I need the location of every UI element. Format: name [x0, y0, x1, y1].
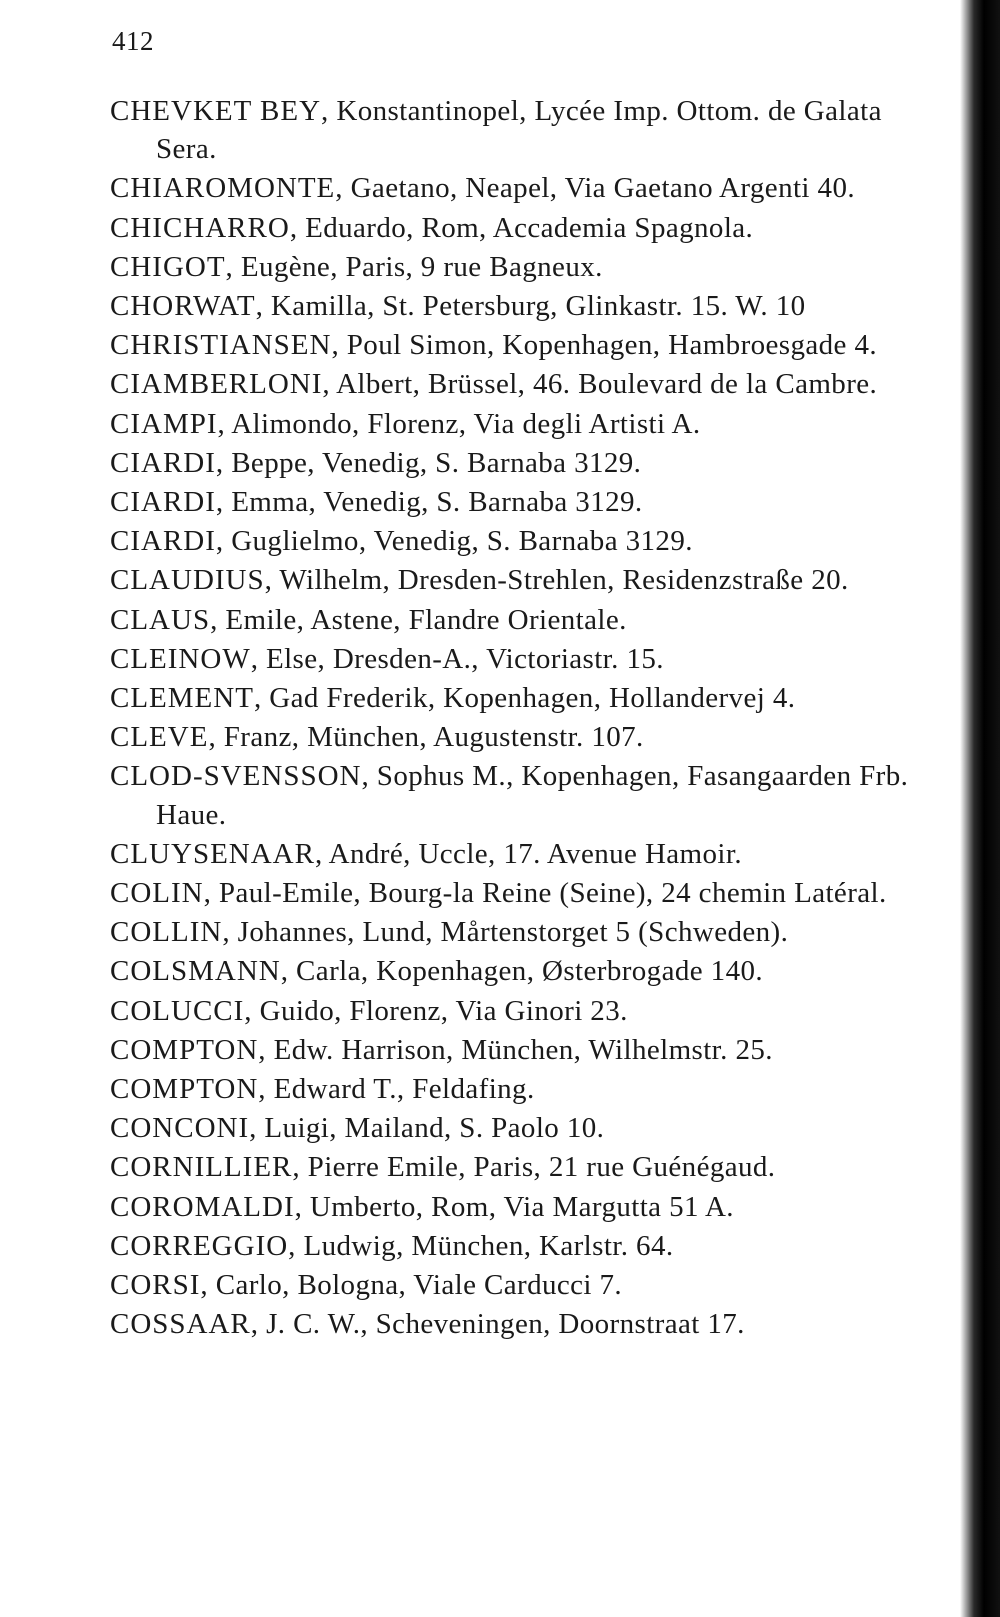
entry-surname: CLEVE — [110, 721, 209, 754]
directory-entry — [110, 1070, 910, 1108]
entry-details: , Pierre Emile, Paris, 21 rue Guénégaud. — [292, 1151, 776, 1184]
directory-entry — [110, 1109, 910, 1147]
entry-surname: CLOD-SVENSSON — [110, 760, 362, 793]
entry-details: , Paul-Emile, Bourg-la Reine (Seine), 24 chemin Latéral. — [203, 877, 887, 910]
entry-details: , Edward T., Feldafing. — [258, 1073, 535, 1106]
directory-entry — [110, 718, 910, 756]
directory-entry — [110, 444, 910, 482]
entry-details: , Alimondo, Florenz, Via degli Artisti A. — [217, 407, 701, 440]
entry-surname: CIARDI — [110, 446, 216, 479]
directory-entry — [110, 640, 910, 678]
entry-surname: CLUYSENAAR — [110, 837, 315, 870]
entry-details: , Eduardo, Rom, Accademia Spagnola. — [289, 211, 754, 244]
directory-entry — [110, 287, 910, 325]
entry-surname: CHORWAT — [110, 290, 256, 323]
directory-entry — [110, 248, 910, 286]
entry-details: , Johannes, Lund, Mårtenstorget 5 (Schweden). — [222, 916, 789, 949]
entry-details: , Carlo, Bologna, Viale Carducci 7. — [200, 1269, 623, 1302]
entry-surname: CORNILLIER — [110, 1151, 293, 1184]
entry-surname: CLAUS — [110, 603, 211, 636]
directory-entry — [110, 561, 910, 599]
page-edge-shadow — [960, 0, 1000, 1617]
entry-surname: COROMALDI — [110, 1190, 295, 1223]
directory-entry — [110, 1188, 910, 1226]
directory-entry — [110, 1305, 910, 1343]
directory-entry — [110, 952, 910, 990]
directory-entry — [110, 874, 910, 912]
entry-surname: CHIGOT — [110, 250, 226, 283]
entry-details: , Emma, Venedig, S. Barnaba 3129. — [215, 486, 643, 519]
entry-surname: CHEVKET BEY — [110, 95, 322, 127]
entry-details: , J. C. W., Scheveningen, Doornstraat 17. — [250, 1308, 745, 1341]
directory-entry — [110, 679, 910, 717]
directory-entry — [110, 92, 910, 168]
entry-details: , Luigi, Mailand, S. Paolo 10. — [249, 1112, 605, 1145]
entry-surname: CLEINOW — [110, 642, 251, 675]
entry-surname: CHIAROMONTE — [110, 172, 336, 205]
directory-entry — [110, 757, 910, 833]
entry-surname: CIAMPI — [110, 407, 218, 440]
page-number: 412 — [112, 26, 154, 56]
directory-entry — [110, 992, 910, 1030]
entry-details: , Kamilla, St. Petersburg, Glinkastr. 15. W. 10 — [255, 290, 806, 323]
entry-details: , Gad Frederik, Kopenhagen, Hollandervej 4. — [253, 682, 796, 715]
directory-entry — [110, 1031, 910, 1069]
entry-details: , Sophus M., Kopenhagen, Fasangaarden Frb. Haue. — [156, 760, 909, 831]
entry-details: , Konstantinopel, Lycée Imp. Ottom. de Galata Sera. — [156, 95, 882, 166]
entry-surname: COSSAAR — [110, 1308, 251, 1341]
entry-surname: COLUCCI — [110, 994, 245, 1027]
directory-entry — [110, 483, 910, 521]
entry-surname: COLIN — [110, 877, 204, 910]
entry-surname: CORSI — [110, 1269, 201, 1302]
directory-entry — [110, 1227, 910, 1265]
directory-entry — [110, 1148, 910, 1186]
entry-details: , Gaetano, Neapel, Via Gaetano Argenti 40. — [335, 172, 855, 205]
entry-details: , Else, Dresden-A., Victoriastr. 15. — [250, 642, 664, 675]
entry-details: , Beppe, Venedig, S. Barnaba 3129. — [215, 446, 642, 479]
directory-entry — [110, 169, 910, 207]
entry-list — [110, 92, 910, 1345]
directory-entry — [110, 913, 910, 951]
entry-surname: COMPTON — [110, 1033, 259, 1066]
entry-surname: CONCONI — [110, 1112, 250, 1145]
entry-surname: CHICHARRO — [110, 211, 290, 244]
entry-details: , Wilhelm, Dresden-Strehlen, Residenzstraße 20. — [264, 564, 849, 597]
entry-surname: CORREGGIO — [110, 1229, 289, 1262]
entry-surname: COLLIN — [110, 916, 223, 949]
entry-surname: CIARDI — [110, 486, 216, 519]
directory-entry — [110, 522, 910, 560]
entry-surname: CLEMENT — [110, 682, 254, 715]
entry-surname: CLAUDIUS — [110, 564, 265, 597]
entry-details: , Umberto, Rom, Via Margutta 51 A. — [294, 1190, 734, 1223]
directory-entry — [110, 601, 910, 639]
entry-details: , Guido, Florenz, Via Ginori 23. — [244, 994, 628, 1027]
directory-entry — [110, 365, 910, 403]
entry-details: , Emile, Astene, Flandre Orientale. — [210, 603, 627, 636]
entry-surname: COLSMANN — [110, 955, 281, 988]
entry-details: , Poul Simon, Kopenhagen, Hambroesgade 4. — [331, 329, 878, 362]
directory-entry — [110, 326, 910, 364]
directory-entry — [110, 835, 910, 873]
entry-details: , Eugène, Paris, 9 rue Bagneux. — [225, 250, 603, 283]
entry-surname: CIAMBERLONI — [110, 368, 323, 401]
entry-details: , Ludwig, München, Karlstr. 64. — [288, 1229, 674, 1262]
entry-surname: CHRISTIANSEN — [110, 329, 332, 362]
entry-details: , Edw. Harrison, München, Wilhelmstr. 25. — [258, 1033, 773, 1066]
entry-details: , Guglielmo, Venedig, S. Barnaba 3129. — [215, 525, 693, 558]
entry-details: , Albert, Brüssel, 46. Boulevard de la Cambre. — [322, 368, 878, 401]
directory-entry — [110, 209, 910, 247]
entry-details: , Franz, München, Augustenstr. 107. — [208, 721, 644, 754]
entry-surname: CIARDI — [110, 525, 216, 558]
entry-details: , André, Uccle, 17. Avenue Hamoir. — [314, 837, 742, 870]
entry-details: , Carla, Kopenhagen, Østerbrogade 140. — [280, 955, 764, 988]
entry-surname: COMPTON — [110, 1073, 259, 1106]
directory-entry — [110, 405, 910, 443]
directory-entry — [110, 1266, 910, 1304]
